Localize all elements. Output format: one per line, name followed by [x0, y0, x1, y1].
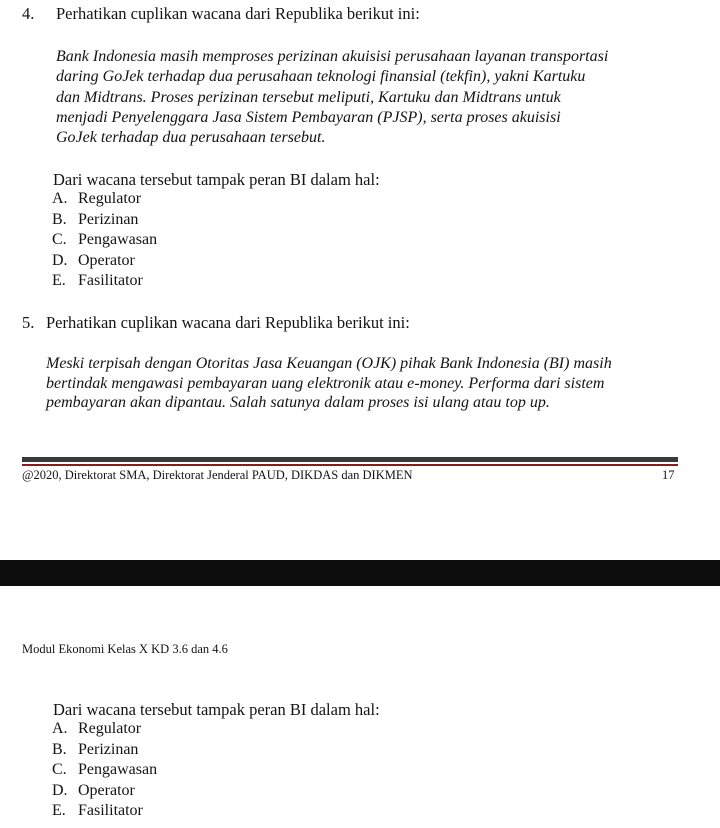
option-c[interactable] [52, 230, 157, 251]
option-e[interactable] [52, 801, 157, 822]
option-letter: B. [52, 210, 67, 228]
option-d[interactable] [52, 251, 157, 272]
passage-line: GoJek terhadap dua perusahaan tersebut. [56, 129, 326, 147]
question-4-options [52, 189, 157, 292]
option-letter: E. [52, 272, 66, 289]
passage-line: daring GoJek terhadap dua perusahaan teknologi finansial (tekfin), yakni Kartuku [56, 68, 586, 86]
option-letter: E. [52, 802, 66, 819]
question-5-passage [46, 354, 612, 413]
passage-line: dan Midtrans. Proses perizinan tersebut meliputi, Kartuku dan Midtrans untuk [56, 88, 561, 106]
option-text: Regulator [78, 720, 142, 737]
footer-page-number: 17 [662, 468, 675, 482]
question-4-prompt: Dari wacana tersebut tampak peran BI dalam hal: [53, 170, 380, 189]
option-letter: D. [52, 781, 68, 799]
option-c[interactable] [52, 760, 157, 781]
option-text: Operator [78, 251, 135, 269]
option-b[interactable] [52, 740, 157, 761]
option-d[interactable] [52, 781, 157, 802]
passage-line: bertindak mengawasi pembayaran uang elektronik atau e-money. Performa dari sistem [46, 374, 605, 392]
footer-rule-thick [22, 457, 678, 462]
footer-rule-red [22, 464, 678, 466]
passage-line: menjadi Penyelenggara Jasa Sistem Pembayaran (PJSP), serta proses akuisisi [56, 108, 561, 126]
page-break-band [0, 560, 720, 586]
option-text: Pengawasan [78, 761, 158, 778]
option-letter: D. [52, 251, 68, 269]
option-text: Pengawasan [78, 231, 158, 248]
option-a[interactable] [52, 719, 157, 740]
option-text: Perizinan [78, 210, 139, 228]
question-4-heading [22, 4, 420, 24]
option-letter: C. [52, 231, 67, 248]
option-letter: A. [52, 190, 68, 207]
option-text: Fasilitator [78, 272, 143, 289]
passage-line: Bank Indonesia masih memproses perizinan akuisisi perusahaan layanan transportasi [56, 48, 609, 65]
next-page-options [52, 719, 157, 822]
passage-line: pembayaran akan dipantau. Salah satunya dalam proses isi ulang atau top up. [46, 394, 550, 411]
option-e[interactable] [52, 271, 157, 292]
question-4-heading-text: Perhatikan cuplikan wacana dari Republika berikut ini: [56, 4, 420, 23]
option-text: Operator [78, 781, 135, 799]
footer-copyright: @2020, Direktorat SMA, Direktorat Jenderal PAUD, DIKDAS dan DIKMEN [22, 468, 413, 482]
option-text: Regulator [78, 190, 142, 207]
option-b[interactable] [52, 210, 157, 231]
option-text: Perizinan [78, 740, 139, 758]
question-4-number: 4. [22, 4, 35, 23]
option-letter: C. [52, 761, 67, 778]
question-5-heading-text: Perhatikan cuplikan wacana dari Republika berikut ini: [46, 313, 410, 332]
option-text: Fasilitator [78, 802, 143, 819]
option-letter: B. [52, 740, 67, 758]
next-page-header: Modul Ekonomi Kelas X KD 3.6 dan 4.6 [22, 642, 228, 656]
option-letter: A. [52, 720, 68, 737]
question-4-passage [56, 47, 608, 148]
question-5-heading [22, 313, 410, 333]
passage-line: Meski terpisah dengan Otoritas Jasa Keuangan (OJK) pihak Bank Indonesia (BI) masih [46, 355, 612, 372]
next-page-prompt: Dari wacana tersebut tampak peran BI dalam hal: [53, 700, 380, 719]
option-a[interactable] [52, 189, 157, 210]
question-5-number: 5. [22, 313, 35, 332]
